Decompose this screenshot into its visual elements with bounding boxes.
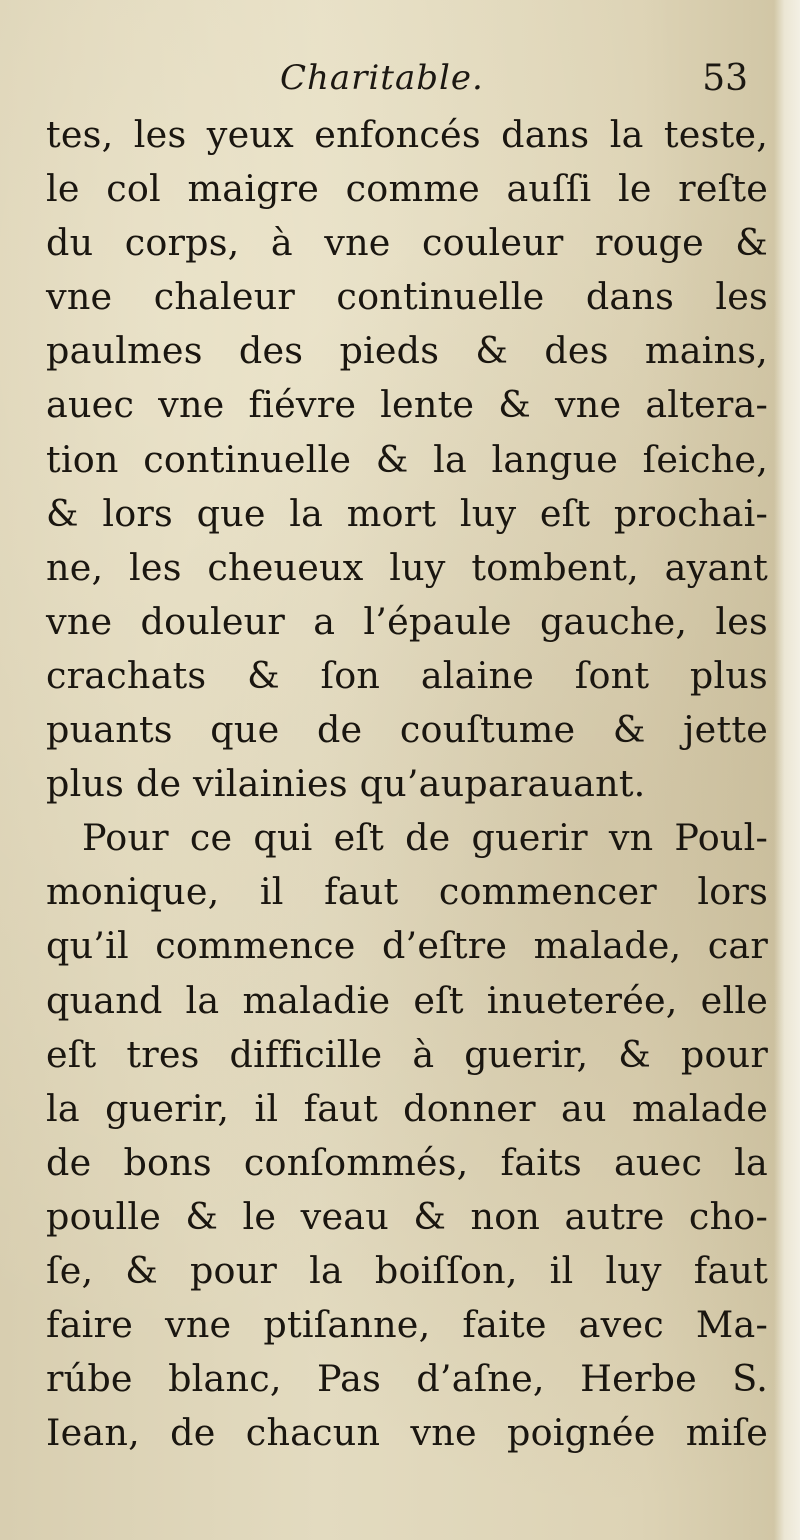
body-text — [46, 108, 768, 1460]
text-line: plus de vilainies qu’auparauant. — [46, 762, 646, 806]
text-line: Iean, de chacun vne poignée miſe — [46, 1411, 768, 1455]
text-line: vne chaleur continuelle dans les — [46, 275, 768, 319]
text-line: paulmes des pieds & des mains, — [46, 329, 768, 373]
text-line: vne douleur a l’épaule gauche, les — [46, 599, 768, 643]
text-line: de bons conſommés, faits auec la — [46, 1140, 768, 1184]
text-line: Pour ce qui eſt de guerir vn Poul- — [82, 816, 768, 860]
page-header — [40, 58, 760, 108]
text-line: qu’il commence d’eſtre malade, car — [46, 924, 768, 968]
text-line: rúbe blanc, Pas d’aſne, Herbe S. — [46, 1357, 768, 1401]
text-line: ſe, & pour la boiſſon, il luy faut — [46, 1248, 768, 1292]
text-line: tion continuelle & la langue ſeiche, — [46, 437, 768, 481]
text-line: puants que de couſtume & jette — [46, 708, 768, 752]
text-line: du corps, à vne couleur rouge & — [46, 221, 768, 265]
text-line: auec vne fiévre lente & vne altera- — [46, 383, 768, 427]
text-line: poulle & le veau & non autre cho- — [46, 1194, 768, 1238]
running-head: Charitable. — [280, 58, 484, 98]
page-number: 53 — [702, 58, 748, 99]
page-edge — [774, 0, 800, 1540]
text-line: ne, les cheueux luy tombent, ayant — [46, 545, 768, 589]
text-line: & lors que la mort luy eſt prochai- — [46, 491, 768, 535]
text-line: quand la maladie eſt inueterée, elle — [46, 978, 768, 1022]
text-line: la guerir, il faut donner au malade — [46, 1086, 768, 1130]
text-line: eſt tres difficille à guerir, & pour — [46, 1032, 768, 1076]
text-line: monique, il faut commencer lors — [46, 870, 768, 914]
text-line: faire vne ptiſanne, faite avec Ma- — [46, 1303, 768, 1347]
text-line: crachats & ſon alaine ſont plus — [46, 653, 768, 697]
text-line: le col maigre comme auſſi le reſte — [46, 167, 768, 211]
text-line: tes, les yeux enfoncés dans la teste, — [46, 113, 768, 156]
